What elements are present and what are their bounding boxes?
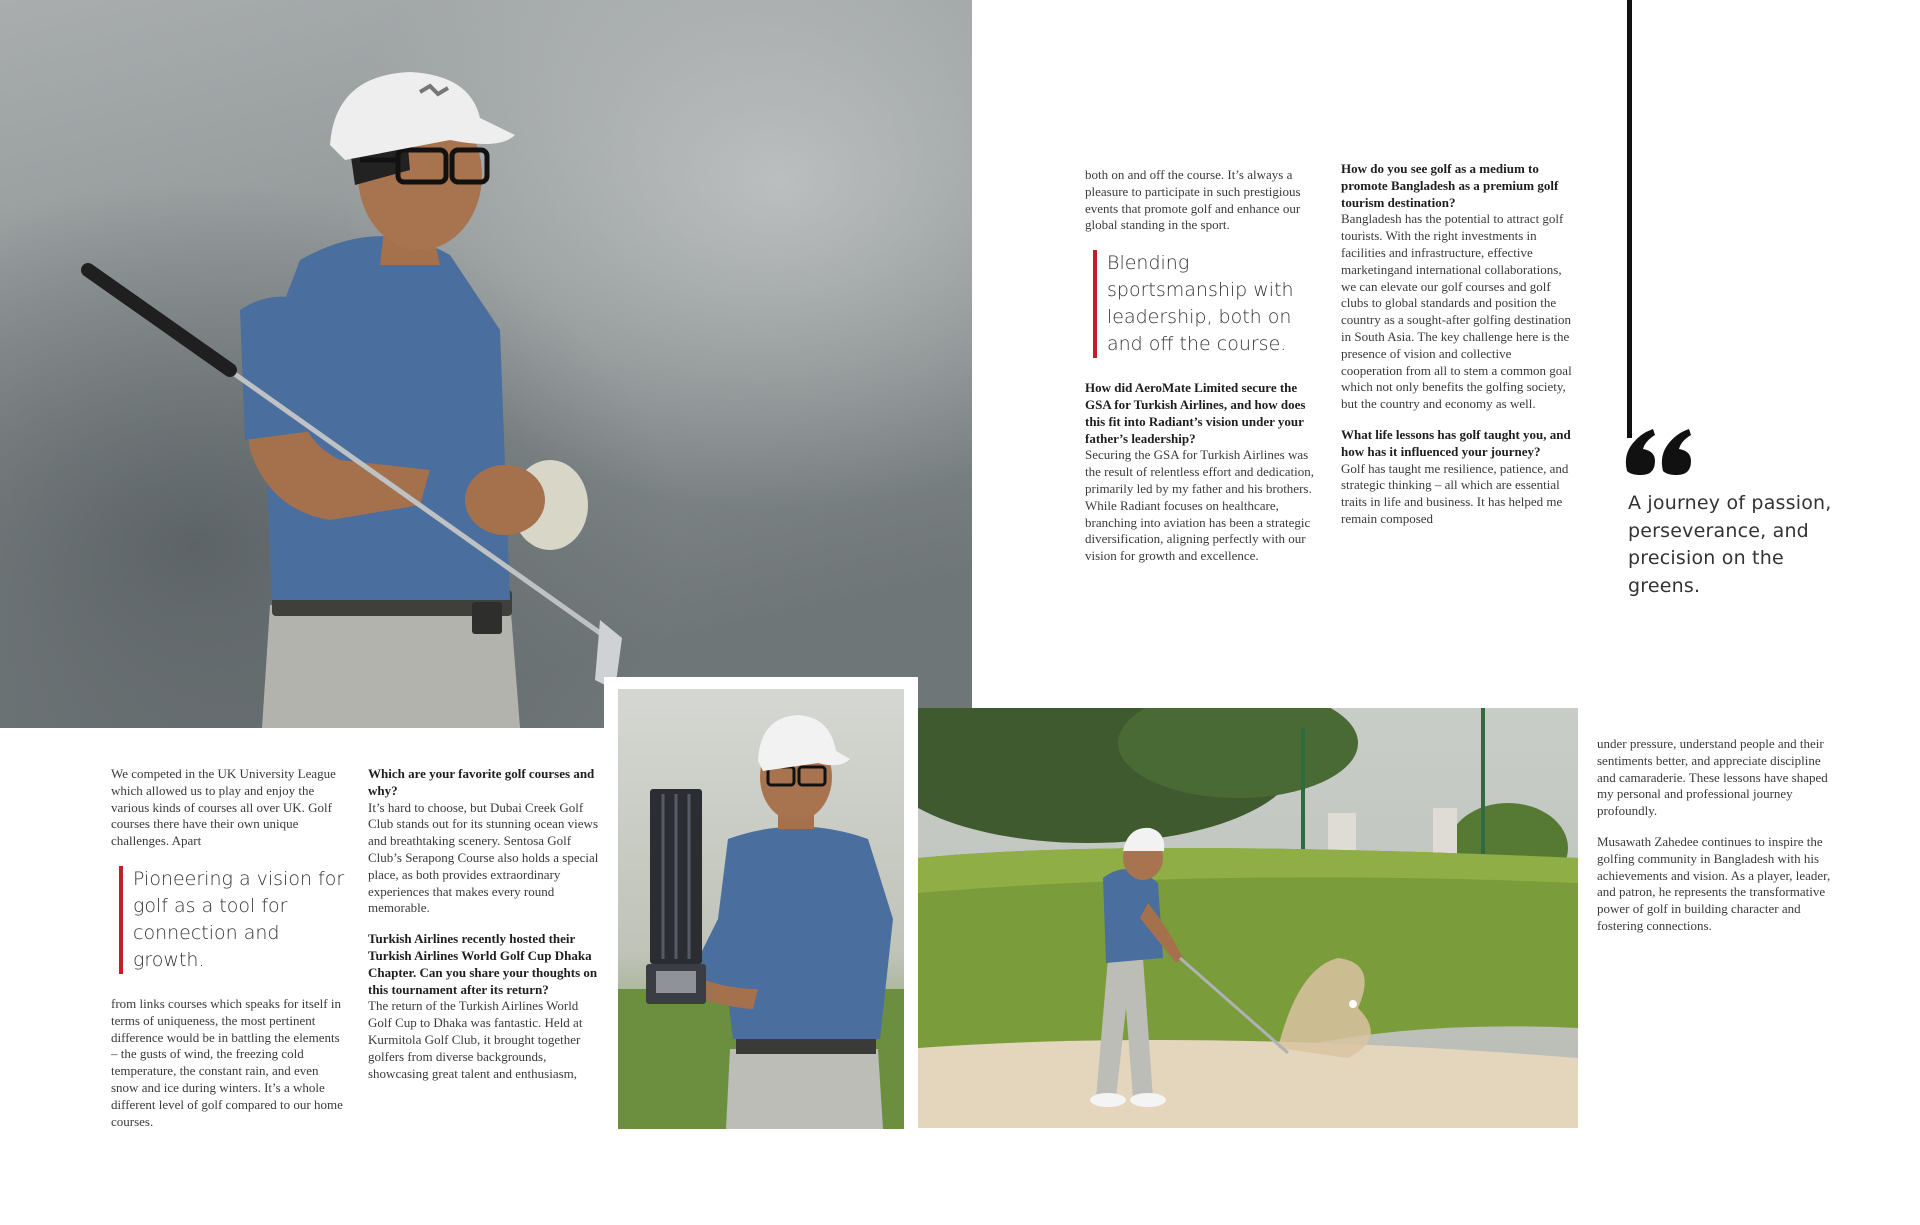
- interview-question: Which are your favorite golf courses and why?: [368, 766, 595, 798]
- interview-qa-tourism: [1341, 161, 1575, 413]
- interview-question: How do you see golf as a medium to promote Bangladesh as a premium golf tourism destination?: [1341, 161, 1559, 210]
- vertical-rule: [1627, 0, 1632, 438]
- hero-photo-golfer-with-club: [0, 0, 972, 728]
- interview-answer: It’s hard to choose, but Dubai Creek Golf Club stands out for its stunning ocean views and breathtaking scenery. Sentosa Golf Club’s Serapong Course also holds a special place, as both provides extraordinary experiences that makes every round memorable.: [368, 799, 599, 916]
- interview-question: Turkish Airlines recently hosted their Turkish Airlines World Golf Cup Dhaka Chapter. Can you share your thoughts on this tournament after its return?: [368, 931, 598, 997]
- quotation-mark-icon: [1623, 427, 1695, 477]
- interview-qa-world-golf-cup: [368, 931, 604, 1082]
- interview-qa-life-lessons: [1341, 427, 1575, 528]
- interview-qa-aeromate: [1085, 380, 1325, 565]
- interview-answer: Securing the GSA for Turkish Airlines was the result of relentless effort and dedication, primarily led by my father and his brothers. While Radiant focuses on healthcare, branching into aviation has been a strategic diversification, aligning perfectly with our vision for growth and excellence.: [1085, 447, 1314, 564]
- interview-answer: Golf has taught me resilience, patience, and strategic thinking – all which are essential traits in life and business. It has helped me remain composed: [1341, 460, 1569, 526]
- pull-quote-blending: [1093, 250, 1325, 358]
- trophy-photo-golfer: [618, 689, 904, 1129]
- interview-qa-favorite-courses: [368, 766, 604, 917]
- pull-quote-accent-bar: [1093, 250, 1097, 358]
- pull-quote-text: Pioneering a vision for golf as a tool for connection and growth.: [133, 867, 345, 971]
- column-3-intro: We competed in the UK University League which allowed us to play and enjoy the various kinds of courses all over UK. Golf courses there have their own unique challenges. Apart: [111, 766, 336, 849]
- article-column-1: [1085, 167, 1325, 565]
- column-5-paragraph-1: under pressure, understand people and their sentiments better, and appreciate discipline and camaraderie. These lessons have shaped my personal and professional journey profoundly.: [1597, 736, 1828, 819]
- column-3-continued: from links courses which speaks for itself in terms of uniqueness, the most pertinent difference would be in battling the elements – the gusts of wind, the freezing cold temperature, the constant rain, and even snow and ice during winters. It’s a whole different level of golf compared to our home courses.: [111, 995, 343, 1129]
- column-1-intro: both on and off the course. It’s always a pleasure to participate in such prestigious events that promote golf and enhance our global standing in the sport.: [1085, 167, 1301, 233]
- article-column-5: [1597, 736, 1832, 935]
- interview-answer: Bangladesh has the potential to attract golf tourists. With the right investments in facilities and infrastructure, effective marketingand international collaborations, we can elevate our golf courses and golf clubs to global standards and position the country as a sought-after golfing destination in South Asia. The key challenge here is the presence of vision and collective cooperation from all to stem a common goal which not only benefits the golfing society, but the country and economy as well.: [1341, 211, 1572, 412]
- interview-answer: The return of the Turkish Airlines World Golf Cup to Dhaka was fantastic. Held at Kurmitola Golf Club, it brought together golfers from diverse backgrounds, showcasing great talent and enthusiasm,: [368, 998, 583, 1081]
- article-column-3: [111, 766, 347, 1130]
- article-column-4: [368, 766, 604, 1082]
- bunker-shot-photo: [918, 708, 1578, 1128]
- interview-question: What life lessons has golf taught you, and how has it influenced your journey?: [1341, 426, 1571, 459]
- article-column-2: [1341, 161, 1575, 528]
- column-5-paragraph-2: Musawath Zahedee continues to inspire the golfing community in Bangladesh with his achievements and vision. As a player, leader, and patron, he represents the transformative power of golf in building character and fostering connections.: [1597, 833, 1831, 933]
- pull-quote-accent-bar: [119, 866, 123, 974]
- side-quote-text: A journey of passion, perseverance, and precision on the greens.: [1628, 492, 1832, 597]
- interview-question: How did AeroMate Limited secure the GSA for Turkish Airlines, and how does this fit into Radiant’s vision under your father’s leadership?: [1085, 380, 1306, 446]
- pull-quote-text: Blending sportsmanship with leadership, both on and off the course.: [1107, 252, 1294, 356]
- pull-quote-pioneering: [119, 866, 347, 974]
